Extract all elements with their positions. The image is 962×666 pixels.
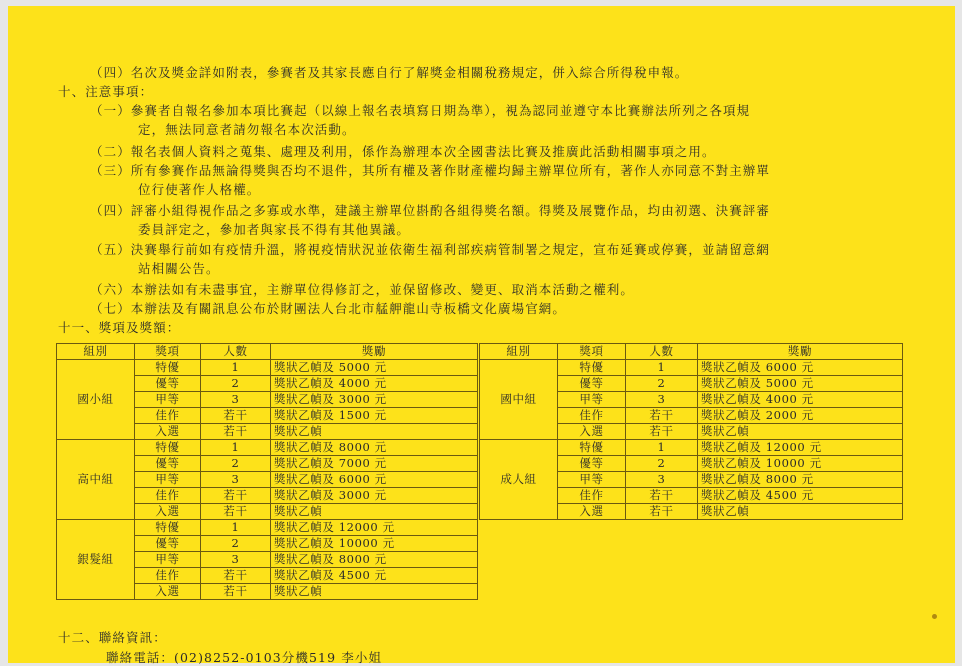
awards-table-right [479, 343, 903, 520]
reward-cell: 獎狀乙幀及 12000 元 [698, 440, 903, 456]
rank-cell: 入選 [135, 424, 201, 440]
count-cell: 若干 [201, 584, 271, 600]
rank-cell: 甲等 [558, 472, 626, 488]
section-10-heading: 十、注意事項： [58, 84, 154, 99]
count-cell: 2 [626, 376, 698, 392]
count-cell: 2 [201, 456, 271, 472]
table-header-row [57, 344, 478, 360]
count-cell: 若干 [626, 424, 698, 440]
column-header: 組別 [57, 344, 135, 360]
reward-cell: 獎狀乙幀及 8000 元 [271, 552, 478, 568]
section-12-heading: 十二、聯絡資訊： [58, 630, 167, 645]
awards-table-left [56, 343, 478, 600]
rank-cell: 入選 [558, 424, 626, 440]
count-cell: 2 [626, 456, 698, 472]
count-cell: 若干 [201, 488, 271, 504]
column-header: 獎項 [135, 344, 201, 360]
rank-cell: 甲等 [135, 552, 201, 568]
count-cell: 1 [626, 440, 698, 456]
column-header: 獎項 [558, 344, 626, 360]
reward-cell: 獎狀乙幀及 4000 元 [698, 392, 903, 408]
rank-cell: 佳作 [135, 488, 201, 504]
reward-cell: 獎狀乙幀及 3000 元 [271, 488, 478, 504]
reward-cell: 獎狀乙幀 [698, 424, 903, 440]
rank-cell: 優等 [135, 456, 201, 472]
note-4-line-1: （四）評審小組得視作品之多寡或水準，建議主辦單位斟酌各組得獎名額。得獎及展覽作品，均由初選、決賽評審 [90, 203, 771, 218]
table-row [480, 440, 903, 456]
reward-cell: 獎狀乙幀及 5000 元 [698, 376, 903, 392]
note-1-line-2: 定，無法同意者請勿報名本次活動。 [138, 122, 356, 137]
note-1-line-1: （一）參賽者自報名參加本項比賽起（以線上報名表填寫日期為準），視為認同並遵守本比賽辦法所列之各項規 [90, 103, 751, 118]
reward-cell: 獎狀乙幀 [271, 504, 478, 520]
count-cell: 若干 [201, 504, 271, 520]
reward-cell: 獎狀乙幀 [698, 504, 903, 520]
rank-cell: 甲等 [558, 392, 626, 408]
rank-cell: 入選 [558, 504, 626, 520]
rank-cell: 特優 [135, 360, 201, 376]
count-cell: 3 [201, 472, 271, 488]
count-cell: 若干 [626, 504, 698, 520]
reward-cell: 獎狀乙幀及 2000 元 [698, 408, 903, 424]
column-header: 獎勵 [271, 344, 478, 360]
rank-cell: 特優 [558, 360, 626, 376]
table-row [57, 520, 478, 536]
count-cell: 1 [201, 520, 271, 536]
rank-cell: 入選 [135, 504, 201, 520]
count-cell: 3 [201, 552, 271, 568]
rank-cell: 甲等 [135, 472, 201, 488]
reward-cell: 獎狀乙幀及 5000 元 [271, 360, 478, 376]
rank-cell: 特優 [135, 440, 201, 456]
table-row [57, 360, 478, 376]
count-cell: 1 [201, 360, 271, 376]
count-cell: 若干 [201, 568, 271, 584]
reward-cell: 獎狀乙幀及 6000 元 [271, 472, 478, 488]
reward-cell: 獎狀乙幀及 7000 元 [271, 456, 478, 472]
count-cell: 1 [626, 360, 698, 376]
rank-cell: 優等 [558, 376, 626, 392]
count-cell: 2 [201, 536, 271, 552]
reward-cell: 獎狀乙幀 [271, 424, 478, 440]
rank-cell: 特優 [135, 520, 201, 536]
reward-cell: 獎狀乙幀 [271, 584, 478, 600]
column-header: 人數 [201, 344, 271, 360]
reward-cell: 獎狀乙幀及 1500 元 [271, 408, 478, 424]
note-3-line-1: （三）所有參賽作品無論得獎與否均不退件，其所有權及著作財產權均歸主辦單位所有，著作人亦同意不對主辦單 [90, 163, 771, 178]
group-name-cell: 成人組 [480, 440, 558, 520]
table-row [57, 440, 478, 456]
column-header: 人數 [626, 344, 698, 360]
count-cell: 1 [201, 440, 271, 456]
rank-cell: 優等 [558, 456, 626, 472]
note-4-line-2: 委員評定之，參加者與家長不得有其他異議。 [138, 222, 411, 237]
count-cell: 若干 [201, 408, 271, 424]
reward-cell: 獎狀乙幀及 4500 元 [271, 568, 478, 584]
note-3-line-2: 位行使著作人格權。 [138, 182, 261, 197]
rank-cell: 佳作 [558, 488, 626, 504]
rank-cell: 優等 [135, 536, 201, 552]
reward-cell: 獎狀乙幀及 8000 元 [698, 472, 903, 488]
group-name-cell: 高中組 [57, 440, 135, 520]
group-name-cell: 國小組 [57, 360, 135, 440]
count-cell: 若干 [201, 424, 271, 440]
reward-cell: 獎狀乙幀及 4500 元 [698, 488, 903, 504]
column-header: 獎勵 [698, 344, 903, 360]
note-7: （七）本辦法及有關訊息公布於財團法人台北市艋舺龍山寺板橋文化廣場官網。 [90, 301, 567, 316]
count-cell: 若干 [626, 408, 698, 424]
column-header: 組別 [480, 344, 558, 360]
note-6: （六）本辦法如有未盡事宜，主辦單位得修訂之，並保留修改、變更、取消本活動之權利。 [90, 282, 635, 297]
note-5-line-1: （五）決賽舉行前如有疫情升溫，將視疫情狀況並依衛生福利部疾病管制署之規定，宣布延賽或停賽，並請留意網 [90, 242, 771, 257]
section-11-heading: 十一、獎項及獎額： [58, 320, 181, 335]
document-page [8, 6, 955, 663]
rank-cell: 優等 [135, 376, 201, 392]
paragraph-item-4: （四）名次及獎金詳如附表，參賽者及其家長應自行了解獎金相關稅務規定，併入綜合所得稅申報。 [90, 65, 689, 80]
reward-cell: 獎狀乙幀及 6000 元 [698, 360, 903, 376]
table-row [480, 360, 903, 376]
rank-cell: 特優 [558, 440, 626, 456]
contact-phone: 聯絡電話：(02)8252-0103分機519 李小姐 [106, 650, 383, 665]
rank-cell: 佳作 [558, 408, 626, 424]
count-cell: 若干 [626, 488, 698, 504]
note-5-line-2: 站相關公告。 [138, 261, 220, 276]
group-name-cell: 銀髮組 [57, 520, 135, 600]
rank-cell: 甲等 [135, 392, 201, 408]
count-cell: 3 [626, 392, 698, 408]
group-name-cell: 國中組 [480, 360, 558, 440]
count-cell: 2 [201, 376, 271, 392]
reward-cell: 獎狀乙幀及 12000 元 [271, 520, 478, 536]
count-cell: 3 [626, 472, 698, 488]
reward-cell: 獎狀乙幀及 10000 元 [698, 456, 903, 472]
reward-cell: 獎狀乙幀及 3000 元 [271, 392, 478, 408]
note-2: （二）報名表個人資料之蒐集、處理及利用，係作為辦理本次全國書法比賽及推廣此活動相關事項之用。 [90, 144, 716, 159]
table-header-row [480, 344, 903, 360]
rank-cell: 入選 [135, 584, 201, 600]
rank-cell: 佳作 [135, 568, 201, 584]
rank-cell: 佳作 [135, 408, 201, 424]
reward-cell: 獎狀乙幀及 8000 元 [271, 440, 478, 456]
speck-mark [932, 614, 937, 619]
count-cell: 3 [201, 392, 271, 408]
reward-cell: 獎狀乙幀及 4000 元 [271, 376, 478, 392]
reward-cell: 獎狀乙幀及 10000 元 [271, 536, 478, 552]
